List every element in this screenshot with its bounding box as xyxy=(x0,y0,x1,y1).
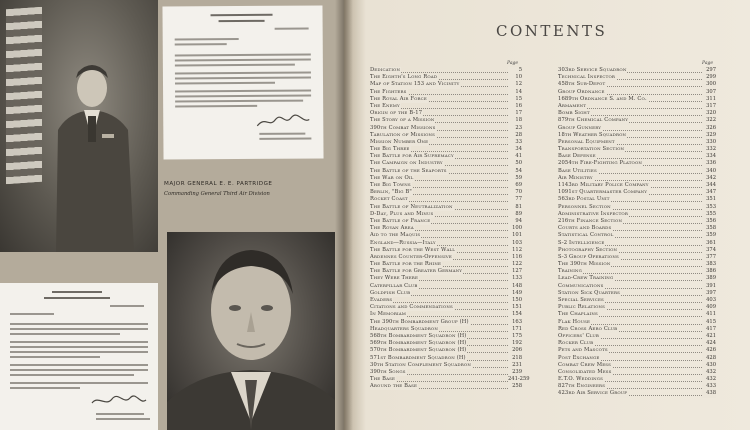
contents-entry xyxy=(370,189,522,196)
contents-entry xyxy=(370,247,522,254)
contents-entry xyxy=(558,254,716,261)
book-gutter xyxy=(335,0,353,430)
signature-image xyxy=(255,114,311,130)
contents-entry-page: 17 xyxy=(508,110,522,117)
contents-entry-page: 81 xyxy=(508,204,522,211)
contents-entry xyxy=(370,103,522,110)
contents-entry-title: 303rd Service Squadron xyxy=(558,67,627,73)
contents-entry xyxy=(558,297,716,304)
contents-entry-title: Ardennes Counter-Offensive xyxy=(370,253,452,260)
contents-entry-title: Goldfish Club xyxy=(370,289,411,296)
contents-entry-page: 12 xyxy=(508,81,522,88)
contents-entry xyxy=(558,283,716,290)
contents-entry-page: 332 xyxy=(702,146,716,153)
contents-entry-page: 336 xyxy=(702,160,716,167)
contents-entry xyxy=(558,311,716,318)
contents-entry-title: Mission Number One xyxy=(370,138,429,145)
contents-entry-title: 458th Sub-Depot xyxy=(558,81,606,88)
contents-entry xyxy=(558,89,716,96)
contents-entry xyxy=(558,211,716,218)
contents-entry-page: 148 xyxy=(508,283,522,290)
contents-entry xyxy=(370,347,522,354)
contents-entry xyxy=(558,74,716,81)
contents-entry xyxy=(370,232,522,239)
contents-entry xyxy=(558,369,716,376)
contents-entry-title: D-Day, Plus and Minus xyxy=(370,210,434,217)
contents-entry-title: Headquarters Squadron xyxy=(370,325,439,332)
contents-entry-title: The War on Oil xyxy=(370,174,414,181)
contents-entry-title: Consolidated Mess xyxy=(558,368,612,375)
page-column-label: Page xyxy=(507,61,519,66)
contents-page xyxy=(344,0,750,430)
contents-entry-page: 426 xyxy=(702,347,716,354)
contents-entry-page: 432 xyxy=(702,369,716,376)
contents-entry-page: 154 xyxy=(508,311,522,318)
contents-entry-page: 351 xyxy=(702,196,716,203)
contents-entry xyxy=(558,168,716,175)
contents-entry-title: E.T.O. Weddings xyxy=(558,376,603,383)
contents-entry-page: 100 xyxy=(508,225,522,232)
contents-entry-page: 334 xyxy=(702,153,716,160)
contents-entry-page: 356 xyxy=(702,218,716,225)
contents-entry-title: 390th Combat Missions xyxy=(370,124,436,131)
contents-entry xyxy=(370,96,522,103)
contents-entry-title: The Chaplains xyxy=(558,311,598,318)
contents-entry xyxy=(558,160,716,167)
contents-entry-title: Group Gunnery xyxy=(558,124,602,131)
contents-entry-page: 300 xyxy=(702,81,716,88)
contents-entry-title: Dedication xyxy=(370,67,401,73)
contents-entry-page: 14 xyxy=(508,89,522,96)
contents-entry-page: 320 xyxy=(702,110,716,117)
contents-entry xyxy=(558,125,716,132)
contents-entry xyxy=(370,139,522,146)
portrait-caption-name: MAJOR GENERAL E. E. PARTRIDGE xyxy=(164,181,273,187)
contents-entry-page: 34 xyxy=(508,146,522,153)
contents-entry-page: 103 xyxy=(508,240,522,247)
contents-entry-page: 411 xyxy=(702,311,716,318)
contents-entry xyxy=(370,196,522,203)
contents-entry xyxy=(558,196,716,203)
contents-entry-title: Statistical Control xyxy=(558,232,614,239)
contents-entry-title: England—Russia—Italy xyxy=(370,239,436,246)
contents-entry-page: 403 xyxy=(702,297,716,304)
officer-figure-image xyxy=(167,232,335,430)
contents-entry xyxy=(558,319,716,326)
contents-entry-page: 355 xyxy=(702,211,716,218)
contents-entry-title: Armament xyxy=(558,102,587,109)
contents-entry xyxy=(370,290,522,297)
contents-entry xyxy=(558,326,716,333)
contents-entry-page: 69 xyxy=(508,182,522,189)
contents-entry-page: 317 xyxy=(702,103,716,110)
contents-entry-page: 397 xyxy=(702,290,716,297)
contents-entry xyxy=(370,355,522,362)
contents-entry-title: Special Services xyxy=(558,297,604,303)
contents-entry xyxy=(558,175,716,182)
contents-entry-title: 569th Bombardment Squadron (H) xyxy=(370,340,467,347)
contents-entry-title: Tabulation of Missions xyxy=(370,131,436,138)
contents-entry xyxy=(558,117,716,124)
contents-entry-title: Aid to the Maquis xyxy=(370,232,421,239)
contents-entry-title: The Eighth's Long Road xyxy=(370,74,438,81)
contents-entry xyxy=(558,189,716,196)
contents-entry-title: Base Utilities xyxy=(558,167,597,174)
contents-entry-title: Around the Base xyxy=(370,383,418,390)
contents-entry-title: Personal Equipment xyxy=(558,138,615,145)
contents-entry-title: The Battle for the Rhine xyxy=(370,261,442,268)
contents-entry-page: 94 xyxy=(508,218,522,225)
contents-entry-title: Personnel Section xyxy=(558,203,611,210)
contents-entry-title: Origin of the B-17 xyxy=(370,110,423,117)
contents-entry-page: 329 xyxy=(702,132,716,139)
contents-entry xyxy=(558,81,716,88)
contents-entry-page: 359 xyxy=(702,232,716,239)
contents-entry xyxy=(558,362,716,369)
contents-entry-page: 112 xyxy=(508,247,522,254)
contents-entry xyxy=(370,153,522,160)
contents-entry-title: The Battle for Greater Germany xyxy=(370,268,463,275)
contents-entry-page: 241-259 xyxy=(508,376,530,383)
contents-entry-page: 171 xyxy=(508,326,522,333)
contents-entry-page: 421 xyxy=(702,333,716,340)
contents-entry xyxy=(370,160,522,167)
contents-entry-title: The 390th Bombardment Group (H) xyxy=(370,318,469,325)
contents-entry-title: Station Sick Quarters xyxy=(558,289,621,296)
contents-entry-page: 89 xyxy=(508,211,522,218)
contents-entry-title: Training xyxy=(558,268,582,275)
contents-entry xyxy=(370,268,522,275)
contents-entry xyxy=(558,204,716,211)
contents-entry xyxy=(370,261,522,268)
contents-entry-title: Citations and Commendations xyxy=(370,304,453,311)
contents-entry-page: 149 xyxy=(508,290,522,297)
contents-entry xyxy=(558,347,716,354)
contents-entry-title: Courts and Boards xyxy=(558,225,612,232)
contents-entry xyxy=(558,340,716,347)
contents-entry-title: The Campaign on Industry xyxy=(370,160,443,167)
contents-entry-title: 563rd Postal Unit xyxy=(558,196,610,203)
contents-entry-title: Rocker Club xyxy=(558,340,594,347)
contents-entry-title: Pets and Mascots xyxy=(558,347,608,354)
contents-entry-title: The Base xyxy=(370,376,396,383)
contents-entry-title: The Battle for the West Wall xyxy=(370,246,456,253)
contents-entry xyxy=(370,218,522,225)
contents-entry-page: 432 xyxy=(702,376,716,383)
contents-entry xyxy=(558,110,716,117)
contents-entry xyxy=(558,225,716,232)
contents-entry xyxy=(558,67,716,74)
officer-portrait-photo xyxy=(167,232,335,430)
contents-entry-page: 307 xyxy=(702,89,716,96)
contents-entry xyxy=(370,117,522,124)
contents-entry xyxy=(370,304,522,311)
contents-entry xyxy=(370,132,522,139)
contents-entry-page: 297 xyxy=(702,67,716,74)
contents-entry-page: 192 xyxy=(508,340,522,347)
contents-entry-title: Combat Crew Mess xyxy=(558,361,611,368)
contents-entry-page: 23 xyxy=(508,125,522,132)
contents-entry-page: 430 xyxy=(702,362,716,369)
contents-entry-page: 344 xyxy=(702,182,716,189)
contents-entry-title: 570th Bombardment Squadron (H) xyxy=(370,347,467,354)
contents-entry-page: 70 xyxy=(508,189,522,196)
contents-entry-page: 163 xyxy=(508,319,522,326)
contents-entry xyxy=(558,153,716,160)
contents-entry xyxy=(370,362,522,369)
contents-entry xyxy=(370,383,522,390)
contents-entry xyxy=(558,261,716,268)
contents-entry-page: 258 xyxy=(508,383,522,390)
contents-entry-page: 150 xyxy=(508,297,522,304)
contents-entry xyxy=(370,254,522,261)
contents-entry-page: 206 xyxy=(508,347,522,354)
contents-entry-page: 28 xyxy=(508,132,522,139)
contents-entry-page: 311 xyxy=(702,96,716,103)
contents-entry xyxy=(558,390,716,397)
contents-entry-title: Lead-Crew Training xyxy=(558,275,614,282)
contents-entry-page: 409 xyxy=(702,304,716,311)
contents-entry-page: 133 xyxy=(508,275,522,282)
contents-entry-page: 347 xyxy=(702,189,716,196)
contents-entry-title: 1091st Quartermaster Company xyxy=(558,189,648,196)
contents-entry-title: The Big Three xyxy=(370,146,410,153)
contents-entry-title: The Battle of France xyxy=(370,217,431,224)
contents-entry xyxy=(558,240,716,247)
contents-entry xyxy=(558,132,716,139)
contents-entry-title: The Enemy xyxy=(370,102,400,109)
contents-entry xyxy=(558,355,716,362)
contents-entry-title: In Memoriam xyxy=(370,311,407,318)
contents-entry-title: Post Exchange xyxy=(558,354,600,361)
contents-entry-page: 330 xyxy=(702,139,716,146)
contents-entry xyxy=(558,103,716,110)
portrait-caption-title: Commanding General Third Air Division xyxy=(164,191,270,197)
contents-entry-page: 438 xyxy=(702,390,716,397)
contents-entry-title: Map of Station 153 and Vicinity xyxy=(370,81,460,88)
contents-entry xyxy=(370,168,522,175)
contents-entry-page: 116 xyxy=(508,254,522,261)
contents-entry xyxy=(370,297,522,304)
contents-entry xyxy=(558,304,716,311)
contents-column-left xyxy=(370,67,530,390)
contents-entry xyxy=(370,204,522,211)
contents-entry xyxy=(370,125,522,132)
contents-entry xyxy=(558,182,716,189)
contents-entry-page: 101 xyxy=(508,232,522,239)
contents-entry xyxy=(370,89,522,96)
contents-entry xyxy=(370,319,522,326)
contents-entry-title: 390th Songs xyxy=(370,368,406,375)
contents-entry xyxy=(558,275,716,282)
contents-entry-page: 428 xyxy=(702,355,716,362)
contents-entry-page: 5 xyxy=(508,67,522,74)
contents-entry-title: 30th Station Complement Squadron xyxy=(370,361,471,368)
flag-image xyxy=(6,7,42,185)
contents-entry-page: 386 xyxy=(702,268,716,275)
contents-entry-title: Administrative Inspector xyxy=(558,210,629,217)
contents-entry xyxy=(370,211,522,218)
contents-entry-page: 415 xyxy=(702,319,716,326)
contents-entry-title: The Royal Air Force xyxy=(370,95,427,102)
contents-entry-title: The Royan Area xyxy=(370,225,414,232)
contents-entry-page: 322 xyxy=(702,117,716,124)
contents-heading: CONTENTS xyxy=(496,22,608,40)
contents-entry-title: 1143rd Military Police Company xyxy=(558,182,649,188)
contents-entry-title: S-2 Intelligence xyxy=(558,239,605,246)
contents-entry xyxy=(370,81,522,88)
contents-entry xyxy=(370,175,522,182)
contents-entry-page: 377 xyxy=(702,254,716,261)
contents-entry-page: 433 xyxy=(702,383,716,390)
contents-entry-title: Group Ordnance xyxy=(558,88,605,95)
contents-entry-page: 353 xyxy=(702,204,716,211)
contents-entry-page: 239 xyxy=(508,369,522,376)
contents-entry-title: Flak House xyxy=(558,318,591,325)
officer-portrait-photo xyxy=(0,0,158,252)
contents-entry-title: Evaders xyxy=(370,297,393,303)
contents-entry-page: 299 xyxy=(702,74,716,81)
contents-entry-title: The Battle of the Seaports xyxy=(370,167,447,174)
contents-entry-title: 568th Bombardment Squadron (H) xyxy=(370,332,467,339)
contents-entry-title: Air Ministry xyxy=(558,174,593,181)
contents-entry-title: Base Defense xyxy=(558,153,596,160)
contents-entry-page: 127 xyxy=(508,268,522,275)
contents-entry-page: 342 xyxy=(702,175,716,182)
contents-entry-title: They Were There xyxy=(370,275,419,282)
contents-entry xyxy=(370,110,522,117)
contents-entry-title: The Big Towns xyxy=(370,182,411,188)
contents-entry-title: 423rd Air Service Group xyxy=(558,390,628,397)
contents-entry-title: 18th Weather Squadron xyxy=(558,131,627,138)
contents-entry-title: Officers' Club xyxy=(558,332,600,339)
contents-entry-page: 231 xyxy=(508,362,522,369)
contents-entry-title: Transportation Section xyxy=(558,146,625,153)
contents-entry-title: Berlin, "Big B" xyxy=(370,189,412,196)
contents-entry xyxy=(370,376,530,383)
contents-entry-title: The Battle of Neutralization xyxy=(370,203,453,210)
contents-entry-page: 391 xyxy=(702,283,716,290)
contents-entry xyxy=(558,218,716,225)
contents-entry-title: 2054th Fire-Fighting Platoon xyxy=(558,160,643,167)
contents-entry-title: The 390th Mission xyxy=(558,261,611,268)
left-page xyxy=(0,0,344,430)
contents-entry xyxy=(558,139,716,146)
contents-entry xyxy=(558,96,716,103)
contents-entry-title: 1689th Ordnance S. and M. Co. xyxy=(558,95,647,102)
contents-entry-page: 15 xyxy=(508,96,522,103)
contents-entry xyxy=(370,311,522,318)
contents-entry-title: The Battle for Air Supremacy xyxy=(370,153,454,160)
contents-entry-page: 41 xyxy=(508,153,522,160)
contents-entry-title: Bomb Sight xyxy=(558,110,590,117)
contents-entry-page: 151 xyxy=(508,304,522,311)
contents-entry-page: 218 xyxy=(508,355,522,362)
signature-image xyxy=(90,393,148,409)
contents-entry xyxy=(370,326,522,333)
contents-entry xyxy=(558,376,716,383)
contents-entry-page: 59 xyxy=(508,175,522,182)
contents-entry xyxy=(370,67,522,74)
officer-figure-image xyxy=(48,60,138,252)
contents-entry-title: Red Cross Aero Club xyxy=(558,325,618,332)
contents-entry-page: 18 xyxy=(508,117,522,124)
contents-entry-page: 175 xyxy=(508,333,522,340)
typed-letter-image xyxy=(0,283,158,430)
contents-entry xyxy=(370,283,522,290)
contents-entry xyxy=(558,383,716,390)
contents-entry xyxy=(370,369,522,376)
contents-column-right xyxy=(558,67,716,398)
contents-entry-page: 16 xyxy=(508,103,522,110)
contents-entry-page: 54 xyxy=(508,168,522,175)
contents-entry-title: Communications xyxy=(558,282,604,289)
contents-entry xyxy=(370,225,522,232)
contents-entry-page: 326 xyxy=(702,125,716,132)
contents-entry xyxy=(370,240,522,247)
contents-entry xyxy=(370,74,522,81)
contents-entry xyxy=(370,275,522,282)
contents-entry-page: 417 xyxy=(702,326,716,333)
contents-entry xyxy=(370,146,522,153)
contents-entry-title: The Story of a Mission xyxy=(370,117,435,124)
contents-entry-title: 571st Bombardment Squadron (H) xyxy=(370,354,466,361)
contents-entry-page: 424 xyxy=(702,340,716,347)
contents-entry-title: S-3 Group Operations xyxy=(558,253,619,260)
contents-entry xyxy=(558,290,716,297)
contents-entry-title: The Fighters xyxy=(370,88,407,95)
contents-entry-page: 340 xyxy=(702,168,716,175)
contents-entry-page: 358 xyxy=(702,225,716,232)
contents-entry-page: 383 xyxy=(702,261,716,268)
contents-entry-title: 216th Finance Section xyxy=(558,217,623,224)
contents-entry-page: 389 xyxy=(702,275,716,282)
contents-entry-title: 827th Engineers xyxy=(558,383,606,390)
contents-entry xyxy=(558,232,716,239)
contents-entry-page: 33 xyxy=(508,139,522,146)
contents-entry xyxy=(558,333,716,340)
page-column-label: Page xyxy=(702,61,714,66)
contents-entry-page: 10 xyxy=(508,74,522,81)
contents-entry-page: 122 xyxy=(508,261,522,268)
typed-letter-image xyxy=(162,5,323,159)
contents-entry-page: 374 xyxy=(702,247,716,254)
contents-entry-page: 361 xyxy=(702,240,716,247)
contents-entry-page: 50 xyxy=(508,160,522,167)
contents-entry xyxy=(558,268,716,275)
contents-entry xyxy=(558,146,716,153)
contents-entry-title: 879th Chemical Company xyxy=(558,117,629,124)
contents-entry-page: 77 xyxy=(508,196,522,203)
contents-entry xyxy=(370,182,522,189)
contents-entry-title: Photography Section xyxy=(558,246,618,253)
contents-entry-title: Technical Inspector xyxy=(558,74,616,81)
contents-entry-title: Caterpillar Club xyxy=(370,282,418,289)
contents-entry xyxy=(558,247,716,254)
contents-entry-title: Rocket Coast xyxy=(370,196,408,203)
contents-entry-title: Public Relations xyxy=(558,304,606,311)
